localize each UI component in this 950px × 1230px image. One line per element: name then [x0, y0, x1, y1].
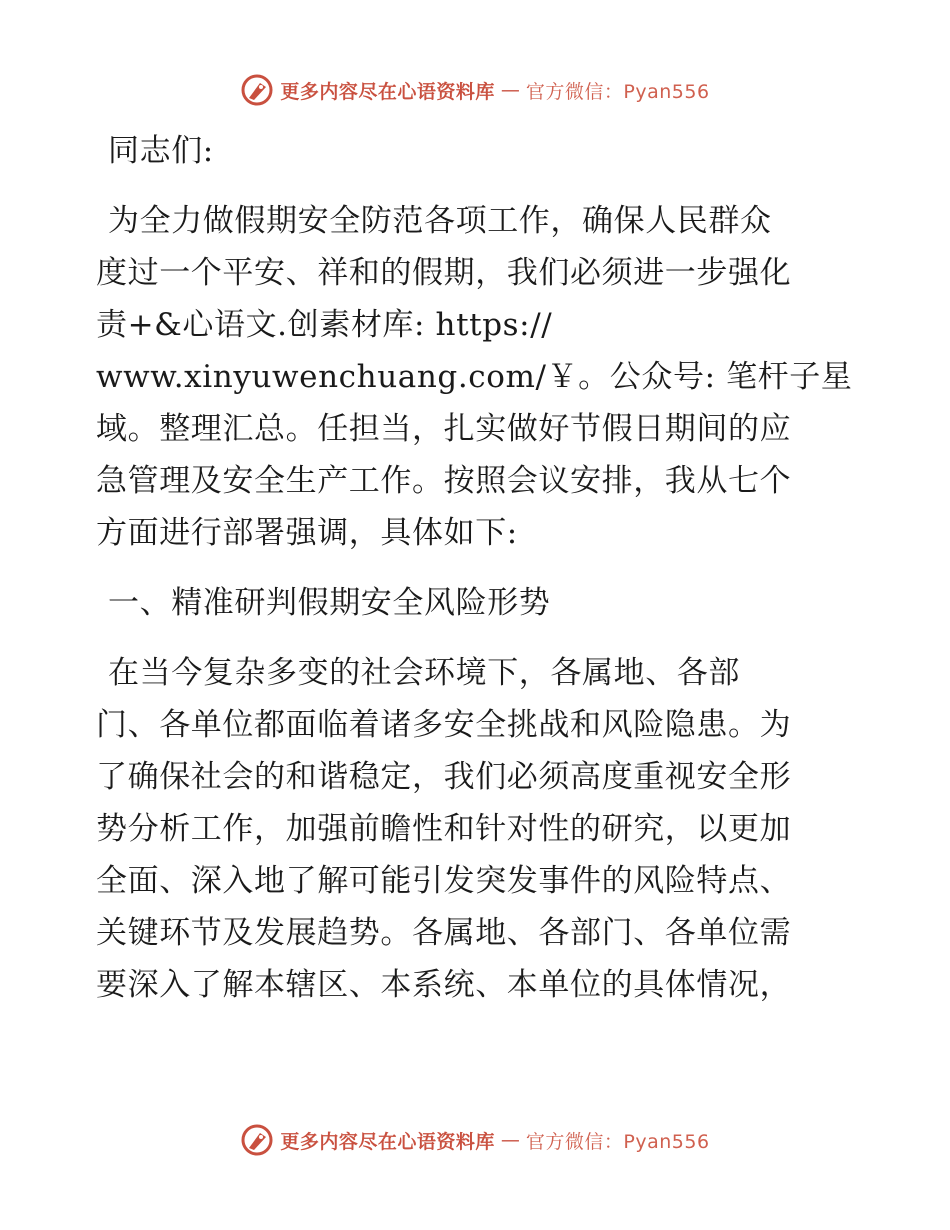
banner-brand-text: 更多内容尽在心语资料库 — [280, 80, 495, 103]
pen-nib-logo-icon — [240, 73, 274, 107]
section-heading-1: 一、精准研判假期安全风险形势 — [108, 585, 551, 621]
paragraph-line: 在当今复杂多变的社会环境下，各属地、各部 — [108, 655, 740, 691]
banner-wechat-text: 官方微信：Pyan556 — [525, 1130, 710, 1153]
pen-nib-logo-icon — [240, 1123, 274, 1157]
paragraph-line: 域。整理汇总。任担当，扎实做好节假日期间的应 — [96, 411, 792, 447]
greeting: 同志们: — [108, 133, 214, 169]
paragraph-line: 为全力做假期安全防范各项工作，确保人民群众 — [108, 203, 772, 239]
header-banner — [0, 70, 950, 110]
paragraph-line: 了确保社会的和谐稳定，我们必须高度重视安全形 — [96, 759, 792, 795]
paragraph-line: 势分析工作，加强前瞻性和针对性的研究，以更加 — [96, 811, 792, 847]
banner-separator: — — [500, 79, 520, 101]
paragraph-line: 度过一个平安、祥和的假期，我们必须进一步强化 — [96, 255, 792, 291]
paragraph-line: 门、各单位都面临着诸多安全挑战和风险隐患。为 — [96, 707, 792, 743]
footer-banner — [0, 1120, 950, 1160]
paragraph-line: 关键环节及发展趋势。各属地、各部门、各单位需 — [96, 915, 792, 951]
paragraph-line: 责+&心语文.创素材库: https:// — [96, 307, 553, 343]
paragraph-line: 方面进行部署强调，具体如下: — [96, 515, 518, 551]
document-body — [96, 125, 856, 1011]
paragraph-2 — [96, 647, 856, 1011]
paragraph-line: 要深入了解本辖区、本系统、本单位的具体情况， — [96, 967, 792, 1003]
banner-brand-text: 更多内容尽在心语资料库 — [280, 1130, 495, 1153]
banner-separator: — — [500, 1129, 520, 1151]
paragraph-1 — [96, 195, 856, 559]
paragraph-line: www.xinyuwenchuang.com/￥。公众号: 笔杆子星 — [96, 359, 853, 395]
paragraph-line: 急管理及安全生产工作。按照会议安排，我从七个 — [96, 463, 792, 499]
banner-wechat-text: 官方微信：Pyan556 — [525, 80, 710, 103]
paragraph-line: 全面、深入地了解可能引发突发事件的风险特点、 — [96, 863, 792, 899]
